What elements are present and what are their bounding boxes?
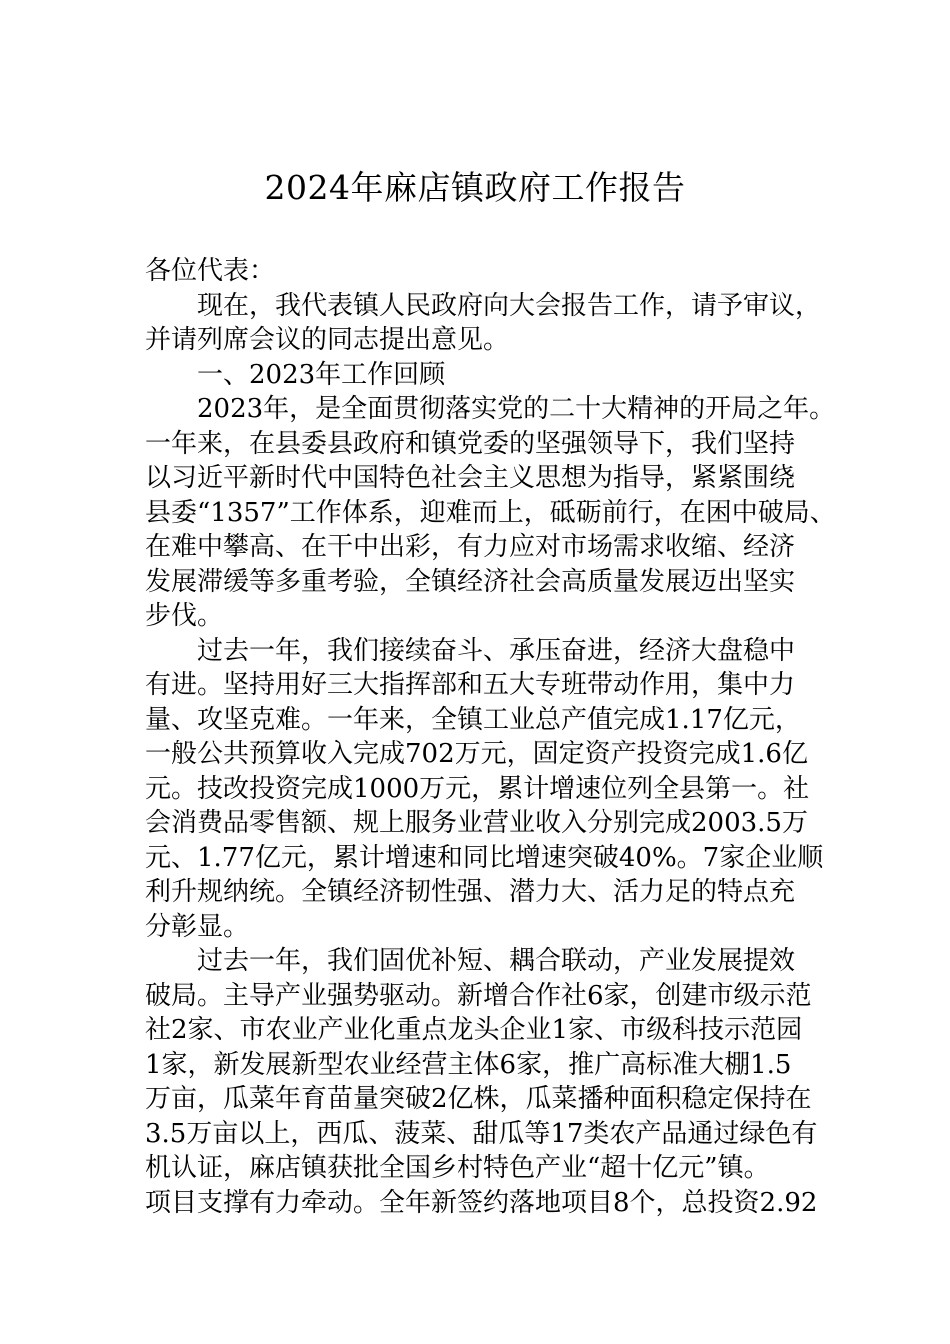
text-line: 社2家、市农业产业化重点龙头企业1家、市级科技示范园 <box>145 1015 803 1045</box>
text-line: 以习近平新时代中国特色社会主义思想为指导，紧紧围绕 <box>145 463 796 493</box>
text-line: 一般公共预算收入完成702万元，固定资产投资完成1.6亿 <box>145 739 808 769</box>
text-line: 在难中攀高、在干中出彩，有力应对市场需求收缩、经济 <box>145 532 796 562</box>
salutation: 各位代表： <box>145 256 276 286</box>
body-text <box>145 289 836 1221</box>
text-line: 分彰显。 <box>145 911 250 942</box>
text-line: 1家，新发展新型农业经营主体6家，推广高标准大棚1.5 <box>145 1049 792 1080</box>
text-line: 现在，我代表镇人民政府向大会报告工作，请予审议， <box>197 290 822 321</box>
text-line: 过去一年，我们接续奋斗、承压奋进，经济大盘稳中 <box>197 635 796 666</box>
text-line: 一年来，在县委县政府和镇党委的坚强领导下，我们坚持 <box>145 428 796 459</box>
document-title: 2024年麻店镇政府工作报告 <box>264 168 686 207</box>
text-line: 2023年，是全面贯彻落实党的二十大精神的开局之年。 <box>197 394 836 424</box>
text-line: 3.5万亩以上，西瓜、菠菜、甜瓜等17类农产品通过绿色有 <box>145 1118 818 1149</box>
text-line: 元、1.77亿元，累计增速和同比增速突破40%。7家企业顺 <box>145 842 824 873</box>
text-line: 项目支撑有力牵动。全年新签约落地项目8个，总投资2.92 <box>145 1187 818 1218</box>
text-line: 机认证，麻店镇获批全国乡村特色产业“超十亿元”镇。 <box>145 1153 770 1183</box>
text-line: 一、2023年工作回顾 <box>197 359 446 390</box>
document-body <box>145 254 836 1220</box>
text-line: 发展滞缓等多重考验，全镇经济社会高质量发展迈出坚实 <box>145 566 796 597</box>
text-line: 有进。坚持用好三大指挥部和五大专班带动作用，集中力 <box>145 670 796 700</box>
text-line: 破局。主导产业强势驱动。新增合作社6家，创建市级示范 <box>145 980 812 1011</box>
text-line: 会消费品零售额、规上服务业营业收入分别完成2003.5万 <box>145 808 808 838</box>
text-line: 并请列席会议的同志提出意见。 <box>145 325 510 355</box>
text-line: 县委“1357”工作体系，迎难而上，砥砺前行，在困中破局、 <box>145 497 836 528</box>
text-line: 步伐。 <box>145 601 224 631</box>
text-line: 利升规纳统。全镇经济韧性强、潜力大、活力足的特点充 <box>145 877 796 907</box>
text-line: 量、攻坚克难。一年来，全镇工业总产值完成1.17亿元， <box>145 704 801 735</box>
text-line: 元。技改投资完成1000万元，累计增速位列全县第一。社 <box>145 773 810 804</box>
text-line: 过去一年，我们固优补短、耦合联动，产业发展提效 <box>197 946 796 976</box>
text-line: 万亩，瓜菜年育苗量突破2亿株，瓜菜播种面积稳定保持在 <box>145 1084 812 1114</box>
